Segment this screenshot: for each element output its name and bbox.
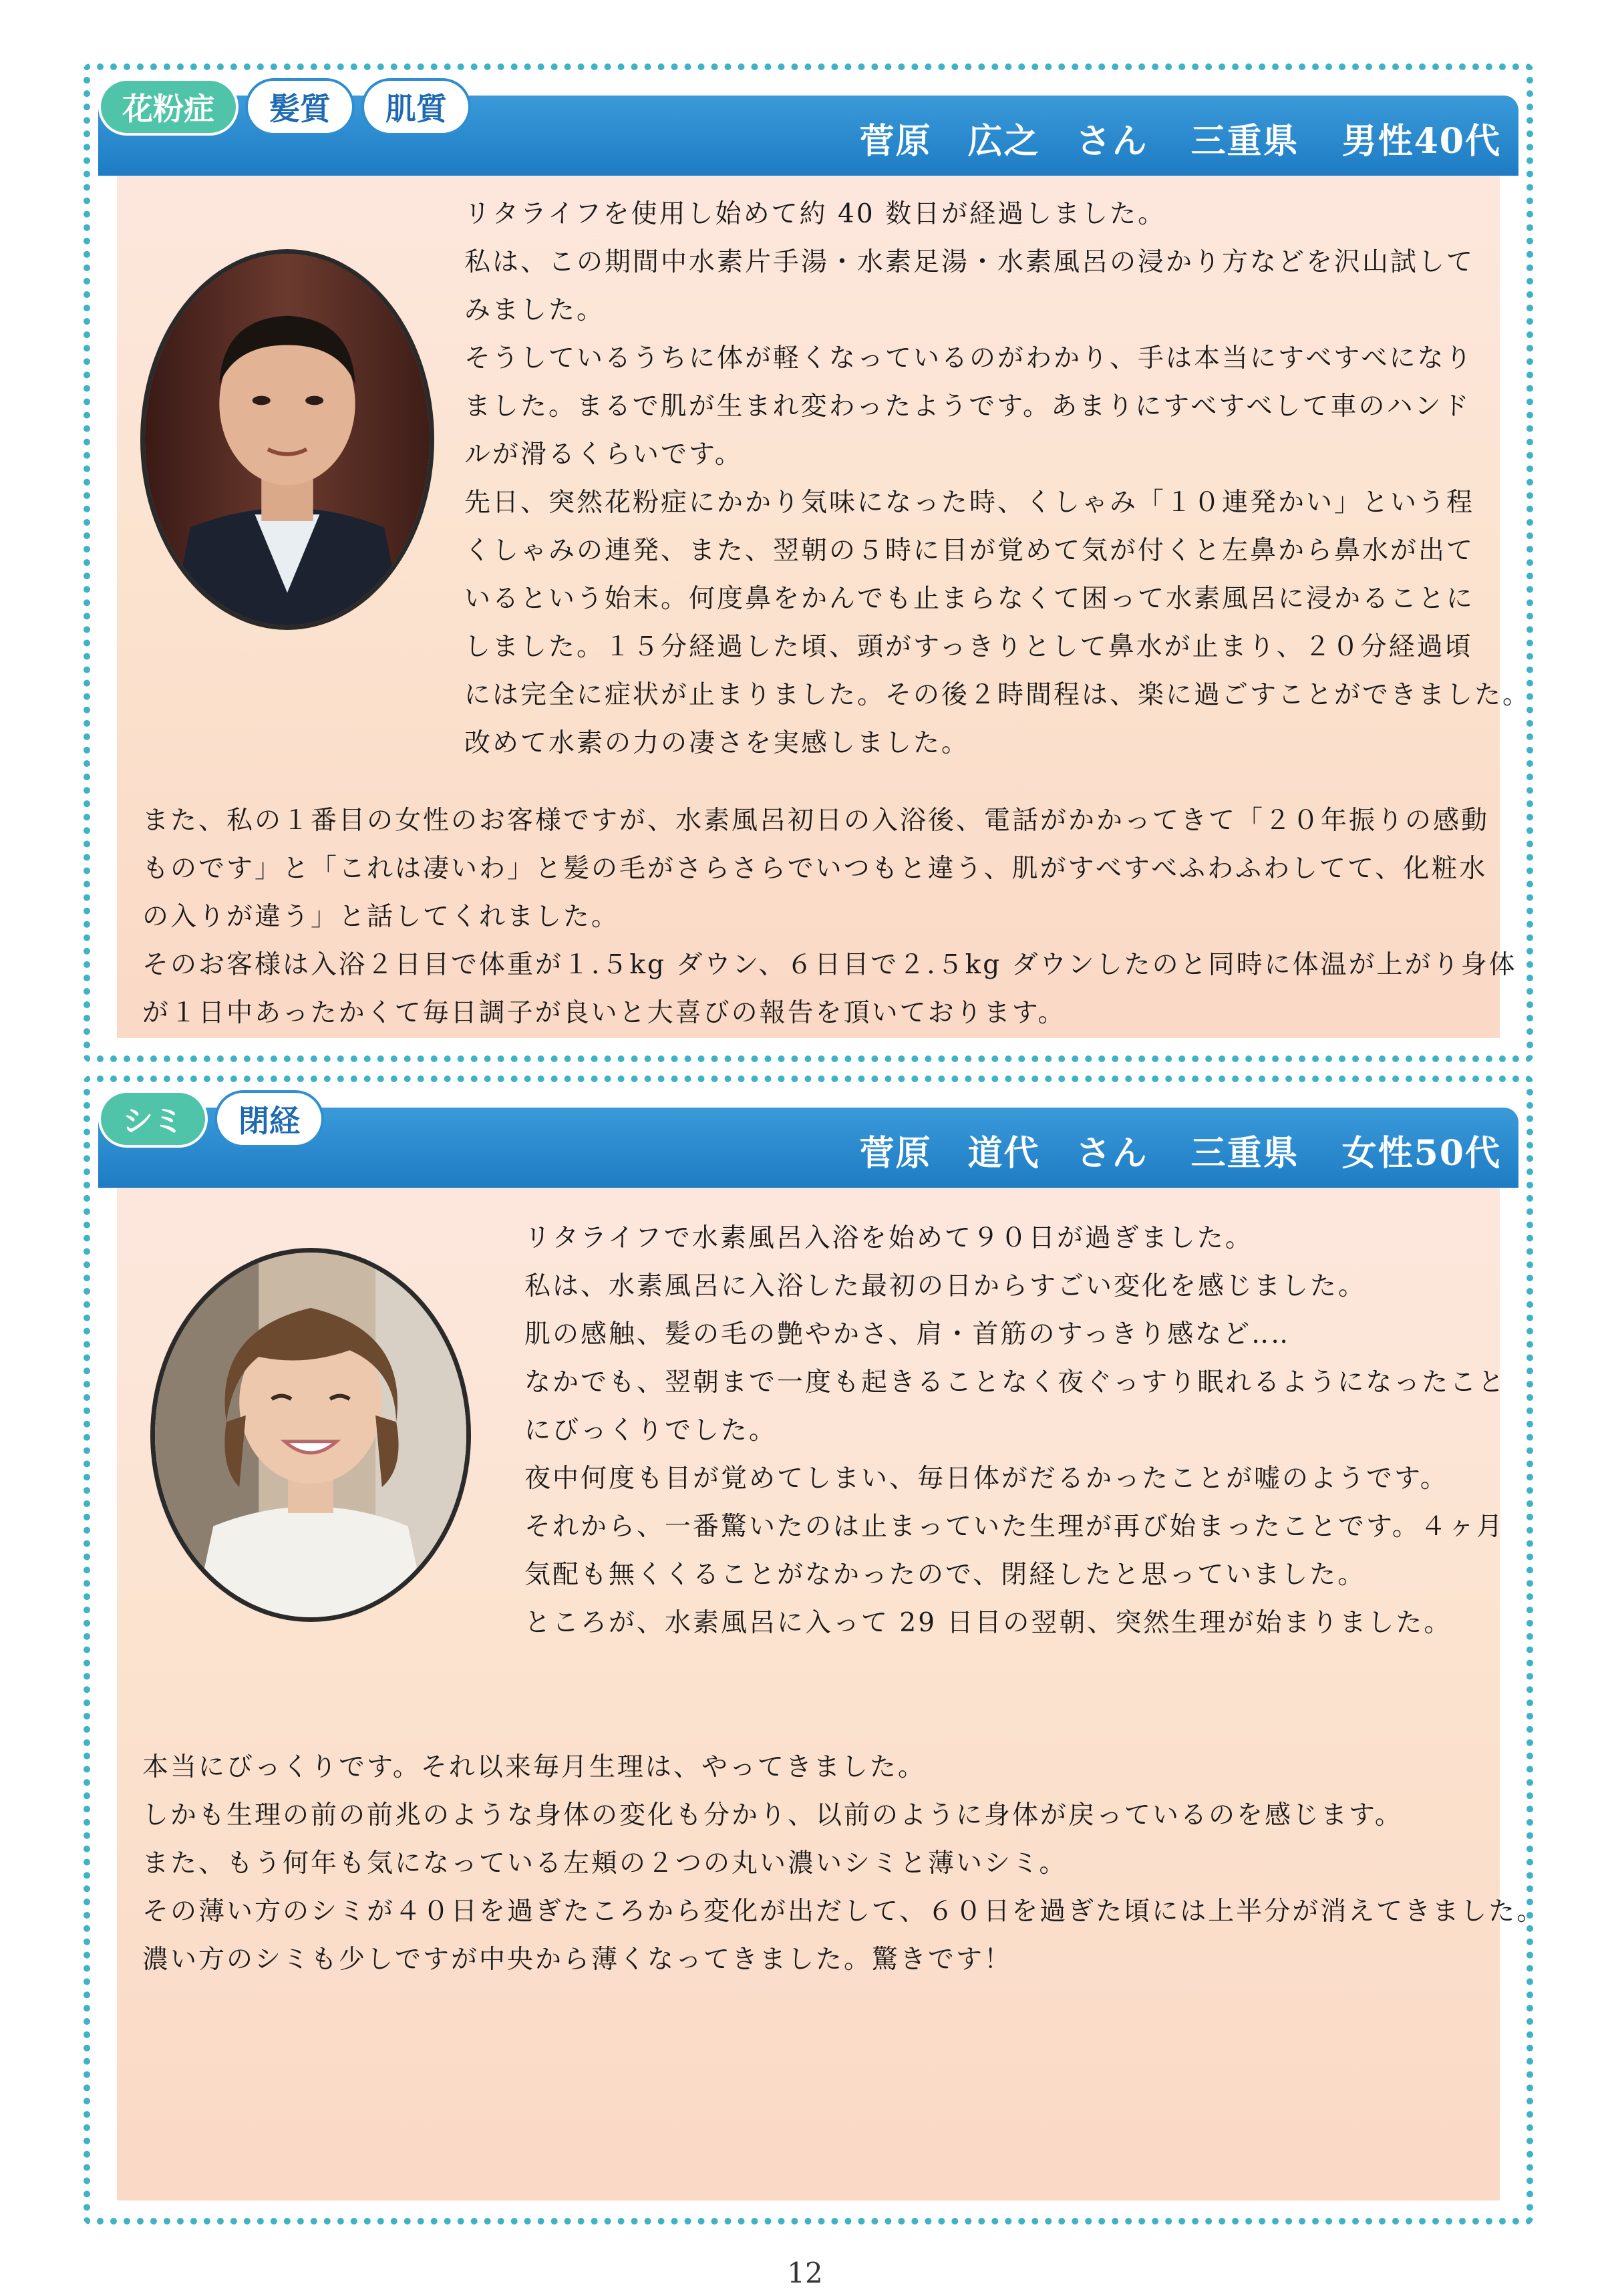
text-line: には完全に症状が止まりました。その後２時間程は、楽に過ごすことができました。	[464, 680, 1531, 710]
tag-menopause: 閉経	[214, 1090, 324, 1148]
person-name: 菅原 広之 さん	[859, 120, 1148, 162]
tag-age-spots: シミ	[98, 1090, 208, 1148]
page-number: 12	[787, 2257, 823, 2289]
tag-hair-quality: 髪質	[245, 78, 355, 136]
text-line: ものです」と「これは凄いわ」と髪の毛がさらさらでいつもと違う、肌がすべすべふわふわしてて、化粧水	[142, 854, 1488, 884]
text-line: 濃い方のシミも少しですが中央から薄くなってきました。驚きです！	[142, 1945, 1013, 1975]
person-profile: 男性40代	[1341, 120, 1501, 162]
person-prefecture: 三重県	[1190, 120, 1299, 162]
testimonial-panel	[117, 1188, 1545, 2200]
text-line: みました。	[464, 295, 605, 325]
person-name: 菅原 道代 さん	[859, 1132, 1148, 1174]
text-line: それから、一番驚いたのは止まっていた生理が再び始まったことです。４ヶ月	[524, 1512, 1504, 1542]
text-line: リタライフで水素風呂入浴を始めて９０日が過ぎました。	[524, 1223, 1253, 1253]
text-line: にびっくりでした。	[524, 1416, 778, 1446]
text-line: 先日、突然花粉症にかかり気味になった時、くしゃみ「１０連発かい」という程	[464, 488, 1475, 518]
person-info	[860, 108, 1501, 168]
text-line: 私は、水素風呂に入浴した最初の日からすごい変化を感じました。	[524, 1271, 1367, 1301]
text-line: ました。まるで肌が生まれ変わったようです。あまりにすべすべして車のハンド	[464, 391, 1471, 422]
testimonial-card-2	[84, 1076, 1545, 2225]
testimonial-intro-text	[464, 190, 1531, 768]
text-line: の入りが違う」と話してくれました。	[142, 902, 620, 932]
text-line: そのお客様は入浴２日目で体重が１.５kg ダウン、６日目で２.５kg ダウンしたのと同時に体温が上がり身体	[142, 950, 1517, 980]
text-line: また、もう何年も気になっている左頬の２つの丸い濃いシミと薄いシミ。	[142, 1848, 1068, 1878]
text-line: なかでも、翌朝まで一度も起きることなく夜ぐっすり眠れるようになったこと	[524, 1367, 1506, 1398]
text-line: 本当にびっくりです。それ以来毎月生理は、やってきました。	[142, 1752, 926, 1782]
text-line: 夜中何度も目が覚めてしまい、毎日体がだるかったことが嘘のようです。	[524, 1464, 1448, 1494]
person-photo-woman	[150, 1248, 471, 1622]
testimonial-panel	[117, 176, 1531, 1038]
text-line: その薄い方のシミが４０日を過ぎたころから変化が出だして、６０日を過ぎた頃には上半分が消えてきました。	[142, 1897, 1545, 1927]
text-line: しました。１５分経過した頃、頭がすっきりとして鼻水が止まり、２０分経過頃	[464, 632, 1473, 662]
text-line: くしゃみの連発、また、翌朝の５時に目が覚めて気が付くと左鼻から鼻水が出て	[464, 536, 1475, 566]
person-info	[860, 1120, 1501, 1180]
testimonial-intro-text	[524, 1214, 1506, 1647]
text-line: ルが滑るくらいです。	[464, 440, 743, 470]
testimonial-full-text	[142, 797, 1517, 1037]
testimonial-card-1	[84, 63, 1533, 1062]
text-line: 肌の感触、髪の毛の艶やかさ、肩・首筋のすっきり感など‥‥	[524, 1319, 1291, 1349]
text-line: が１日中あったかくて毎日調子が良いと大喜びの報告を頂いております。	[142, 998, 1066, 1028]
text-line: リタライフを使用し始めて約 40 数日が経過しました。	[464, 199, 1166, 229]
text-line: ところが、水素風呂に入って 29 日目の翌朝、突然生理が始まりました。	[524, 1608, 1452, 1638]
tag-skin-quality: 肌質	[361, 78, 471, 136]
person-profile: 女性50代	[1341, 1132, 1501, 1174]
person-prefecture: 三重県	[1190, 1132, 1299, 1174]
testimonial-full-text	[142, 1744, 1545, 1984]
text-line: 気配も無くくることがなかったので、閉経したと思っていました。	[524, 1560, 1366, 1590]
tag-list	[98, 1090, 324, 1148]
tag-list	[98, 78, 471, 136]
text-line: 私は、この期間中水素片手湯・水素足湯・水素風呂の浸かり方などを沢山試して	[464, 247, 1475, 277]
tag-hay-fever: 花粉症	[98, 78, 238, 136]
text-line: いるという始末。何度鼻をかんでも止まらなくて困って水素風呂に浸かることに	[464, 584, 1475, 614]
text-line: しかも生理の前の前兆のような身体の変化も分かり、以前のように身体が戻っているのを感じます。	[142, 1800, 1403, 1830]
text-line: また、私の１番目の女性のお客様ですが、水素風呂初日の入浴後、電話がかかってきて「２０年振りの感動	[142, 806, 1490, 836]
person-photo-man	[140, 249, 434, 630]
text-line: そうしているうちに体が軽くなっているのがわかり、手は本当にすべすべになり	[464, 343, 1474, 373]
text-line: 改めて水素の力の凄さを実感しました。	[464, 728, 970, 758]
